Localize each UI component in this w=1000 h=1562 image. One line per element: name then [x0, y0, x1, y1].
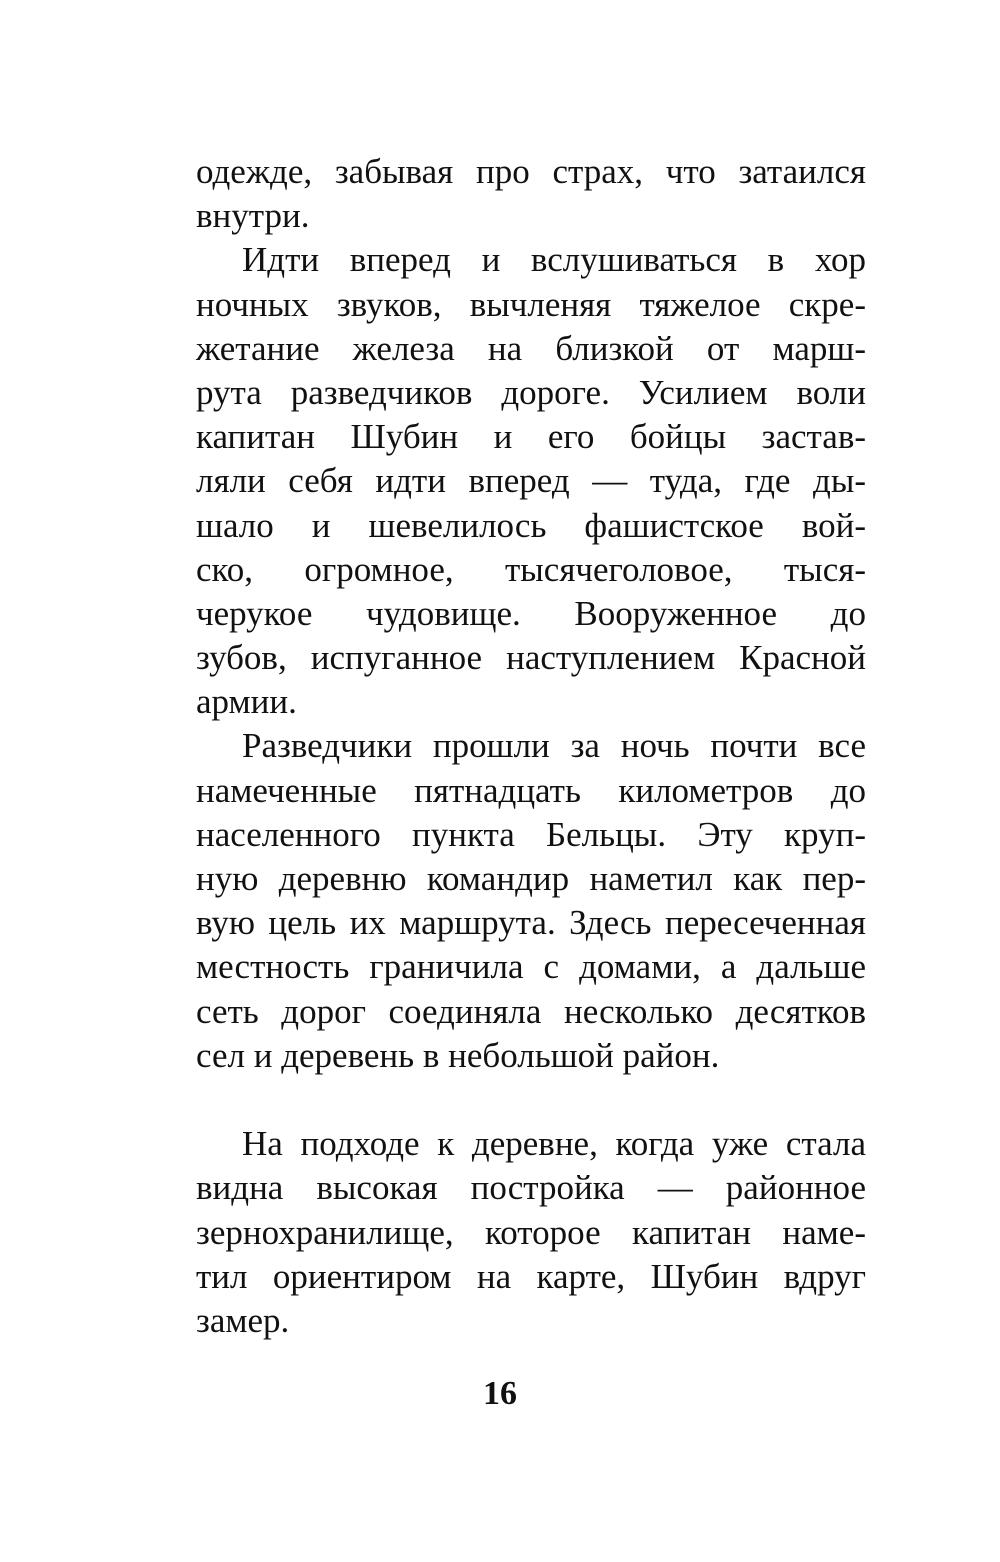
text-line: черукое чудовище. Вооруженное до [196, 593, 866, 633]
text-line: внутри. [196, 196, 310, 236]
page-number: 16 [483, 1375, 517, 1412]
text-line: На подходе к деревне, когда уже стала [242, 1124, 866, 1164]
text-line: ско, огромное, тысячеголовое, тыся- [196, 549, 866, 589]
paragraph-3 [196, 724, 866, 1078]
text-line: жетание железа на близкой от марш- [196, 328, 866, 368]
paragraph-1 [196, 150, 866, 238]
text-line: зубов, испуганное наступлением Красной [196, 638, 866, 678]
text-line: одежде, забывая про страх, что затаился [196, 152, 866, 191]
text-line: ляли себя идти вперед — туда, где ды- [196, 461, 866, 501]
section-break [196, 1078, 866, 1122]
page-body [196, 150, 866, 1343]
text-line: Разведчики прошли за ночь почти все [242, 726, 866, 766]
text-line: ную деревню командир наметил как пер- [196, 859, 866, 898]
paragraph-2 [196, 238, 866, 724]
text-line: местность граничила с домами, а дальше [196, 947, 866, 987]
paragraph-4 [196, 1122, 866, 1343]
text-line: намеченные пятнадцать километров до [196, 770, 866, 810]
text-line: зернохранилище, которое капитан наме- [196, 1212, 866, 1252]
text-line: рута разведчиков дороге. Усилием воли [196, 372, 866, 412]
text-line: вую цель их маршрута. Здесь пересеченная [196, 903, 866, 943]
text-line: ночных звуков, вычленяя тяжелое скре- [196, 284, 866, 324]
text-line: сеть дорог соединяла несколько десятков [196, 991, 866, 1031]
text-line: капитан Шубин и его бойцы застав- [196, 417, 866, 457]
text-line: видна высокая постройка — районное [196, 1168, 866, 1208]
text-line: тил ориентиром на карте, Шубин вдруг [196, 1256, 866, 1296]
text-line: замер. [196, 1300, 290, 1340]
text-line: Идти вперед и вслушиваться в хор [242, 240, 866, 280]
text-line: армии. [196, 682, 297, 722]
text-line: сел и деревень в небольшой район. [196, 1035, 720, 1075]
text-line: шало и шевелилось фашистское вой- [196, 505, 866, 545]
text-line: населенного пункта Бельцы. Эту круп- [196, 814, 866, 854]
